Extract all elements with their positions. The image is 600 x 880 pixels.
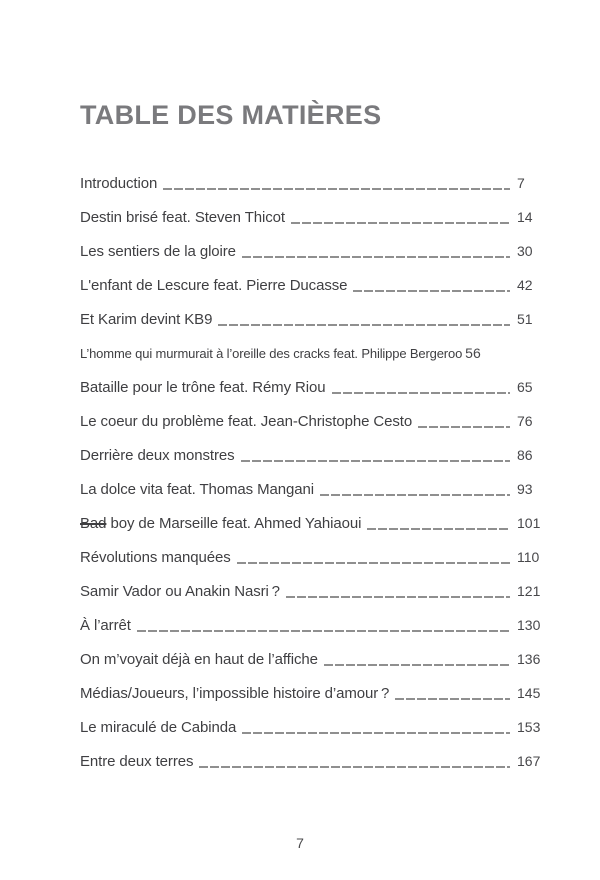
toc-entry	[80, 438, 543, 472]
toc-leader-line	[291, 222, 510, 224]
toc-entry-label-struck: Bad	[80, 515, 107, 532]
toc-entry	[80, 574, 543, 608]
toc-entry-label: Le miraculé de Cabinda	[80, 719, 237, 736]
toc-entry-page-number: 93	[517, 481, 533, 497]
toc-entry	[80, 608, 543, 642]
toc-entry-label: Révolutions manquées	[80, 549, 231, 566]
toc-entry	[80, 642, 543, 676]
toc-entry-page-number: 14	[517, 209, 533, 225]
toc-entry	[80, 234, 543, 268]
toc-entry	[80, 676, 543, 710]
toc-entry-page-number: 130	[517, 617, 541, 633]
toc-entry-label: On m’voyait déjà en haut de l’affiche	[80, 651, 318, 668]
toc-entry-label: Samir Vador ou Anakin Nasri ?	[80, 583, 280, 600]
toc-leader-line	[320, 494, 510, 496]
toc-leader-line	[332, 392, 511, 394]
toc-entry	[80, 268, 543, 302]
toc-entry-label: L’homme qui murmurait à l’oreille des cracks feat. Philippe Bergeroo	[80, 346, 463, 361]
toc-leader-line	[324, 664, 510, 666]
toc-entry-label: Introduction	[80, 175, 158, 192]
toc-entry-page-number: 121	[517, 583, 541, 599]
toc-leader-line	[137, 630, 510, 632]
toc-leader-line	[218, 324, 510, 326]
toc-entry	[80, 200, 543, 234]
toc-entry-label: Médias/Joueurs, l’impossible histoire d’amour ?	[80, 685, 390, 702]
toc-leader-line	[418, 426, 510, 428]
page-title: TABLE DES MATIÈRES	[80, 100, 382, 131]
toc-entry-label: Entre deux terres	[80, 753, 194, 770]
toc-leader-line	[163, 188, 510, 190]
toc-entry-label: Bataille pour le trône feat. Rémy Riou	[80, 379, 326, 396]
toc-leader-line	[241, 460, 510, 462]
toc-leader-line	[237, 562, 510, 564]
toc-entry-page-number: 153	[517, 719, 541, 735]
toc-entry-page-number: 76	[517, 413, 533, 429]
toc-entry	[80, 506, 543, 540]
toc-entry-page-number: 42	[517, 277, 533, 293]
toc-entry-label: La dolce vita feat. Thomas Mangani	[80, 481, 314, 498]
toc-entry-page-number: 7	[517, 175, 525, 191]
toc-entry-label: Le coeur du problème feat. Jean-Christophe Cesto	[80, 413, 413, 430]
toc-entry-page-number: 101	[517, 515, 541, 531]
toc-entry-label: À l’arrêt	[80, 617, 131, 634]
toc-entry-label: L'enfant de Lescure feat. Pierre Ducasse	[80, 277, 348, 294]
toc-leader-line	[367, 528, 510, 530]
toc-entry	[80, 540, 543, 574]
toc-entry-page-number: 86	[517, 447, 533, 463]
folio-page-number: 7	[296, 835, 304, 851]
toc-leader-line	[199, 766, 510, 768]
toc-entry-label: Derrière deux monstres	[80, 447, 235, 464]
toc-entry-label: Destin brisé feat. Steven Thicot	[80, 209, 285, 226]
toc-entry-page-number: 110	[517, 549, 540, 565]
toc-leader-line	[286, 596, 510, 598]
toc-entry	[80, 302, 543, 336]
toc-leader-line	[242, 256, 510, 258]
toc-entry-label: Les sentiers de la gloire	[80, 243, 236, 260]
toc-leader-line	[242, 732, 510, 734]
toc-leader-line	[353, 290, 510, 292]
toc-entry-page-number: 145	[517, 685, 541, 701]
toc-entry-label: Et Karim devint KB9	[80, 311, 213, 328]
toc-entry-page-number: 65	[517, 379, 533, 395]
toc-leader-line	[395, 698, 510, 700]
toc-entry-page-number: 136	[517, 651, 541, 667]
toc-list	[80, 166, 543, 778]
toc-entry-page-number: 167	[517, 753, 541, 769]
toc-entry	[80, 370, 543, 404]
toc-entry-page-number: 51	[517, 311, 533, 327]
toc-entry	[80, 404, 543, 438]
toc-entry-page-number: 56	[465, 345, 481, 361]
toc-entry-label: Bad boy de Marseille feat. Ahmed Yahiaoui	[80, 515, 362, 532]
toc-entry-page-number: 30	[517, 243, 533, 259]
toc-entry	[80, 710, 543, 744]
toc-entry	[80, 166, 543, 200]
toc-entry	[80, 336, 543, 370]
toc-entry	[80, 472, 543, 506]
toc-entry	[80, 744, 543, 778]
